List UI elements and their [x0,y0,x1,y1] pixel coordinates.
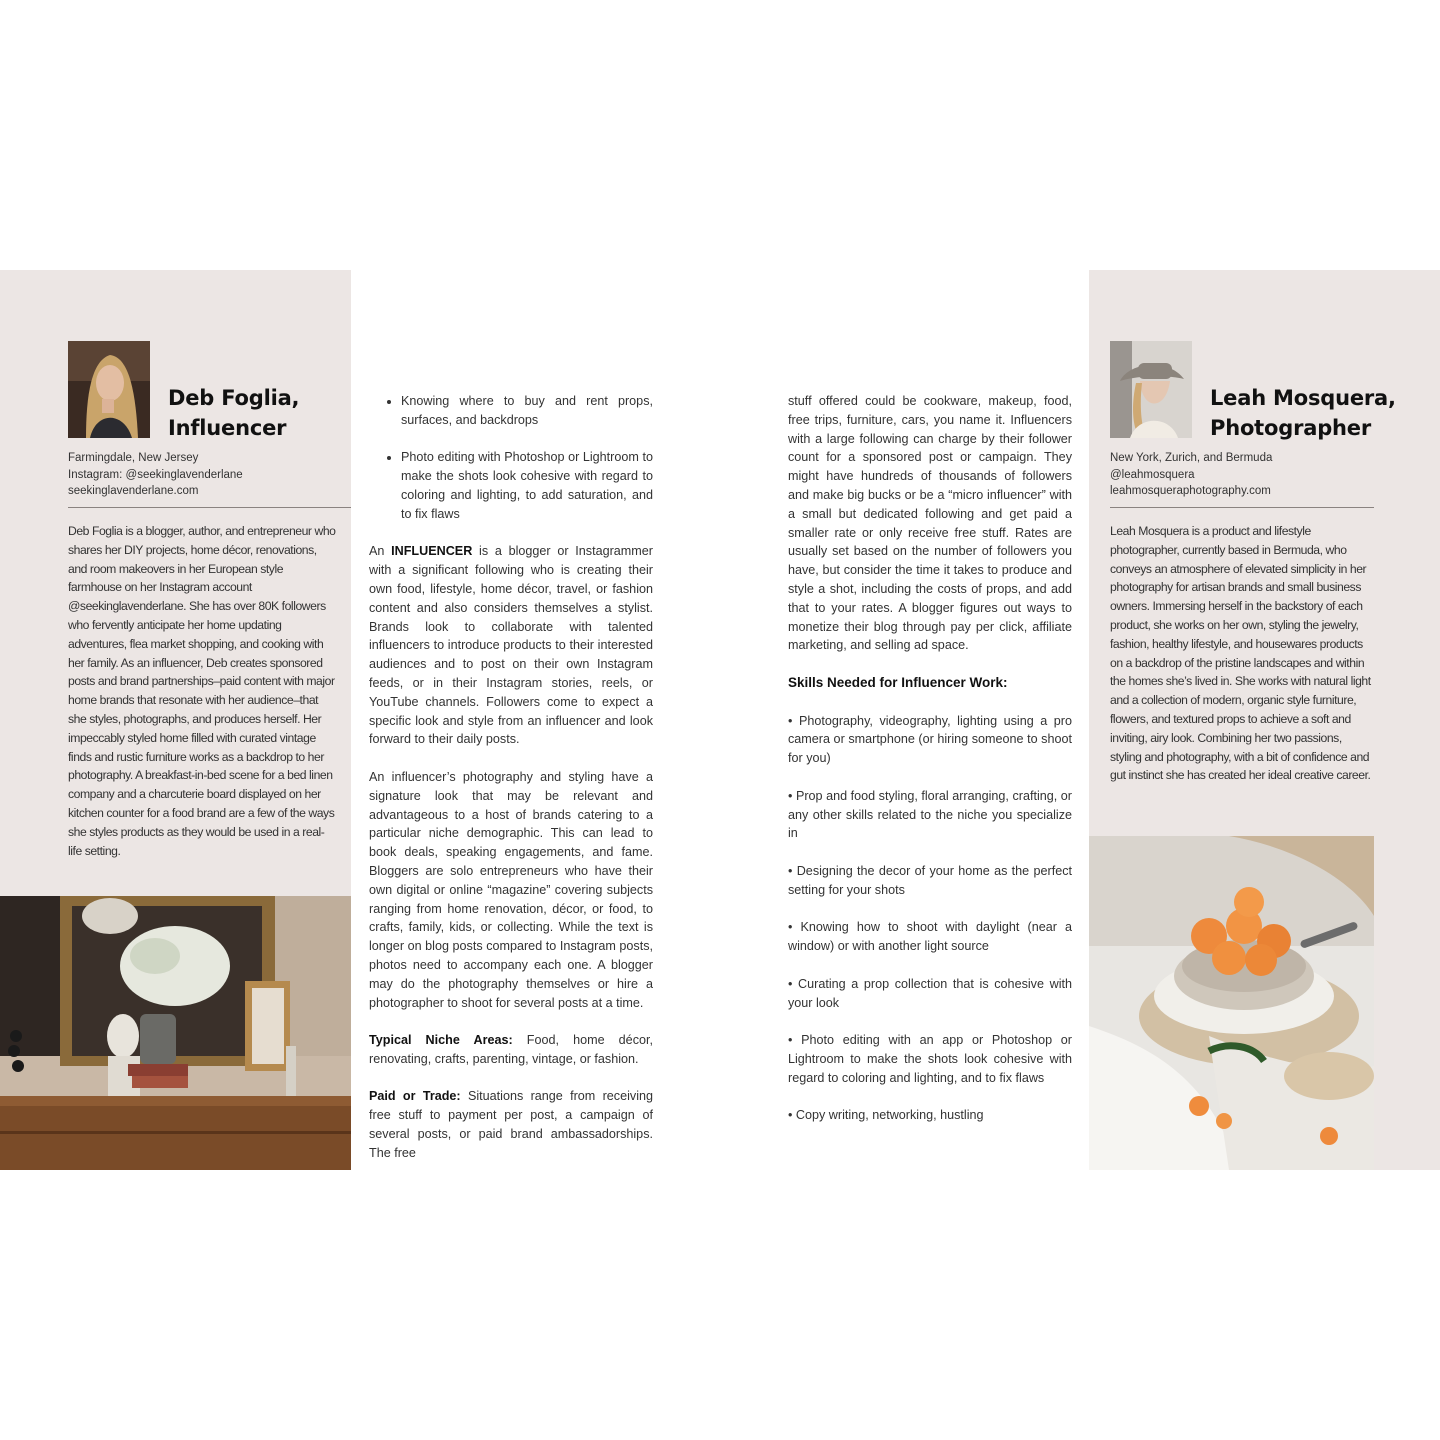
skills-heading: Skills Needed for Influencer Work: [788,674,1008,690]
oranges-bowl-photo [1089,836,1374,1170]
influencer-definition [369,542,653,749]
paid-paragraph [369,1087,653,1162]
leah-website[interactable]: leahmosqueraphotography.com [1110,485,1271,497]
niche-text: Food, home décor, renovating, crafts, parenting, vintage, or fashion. [369,1033,653,1066]
leah-name [1210,383,1396,443]
leah-instagram: @leahmosquera [1110,468,1195,481]
deb-foglia-portrait [68,341,150,438]
list-item: • Photo editing with an app or Photoshop or Lightroom to make the shots look cohesive with regard to coloring and lighting, and to fix flaws [788,1033,1072,1085]
column-two [369,392,653,1181]
leah-divider [1110,507,1374,508]
list-item: • Curating a prop collection that is cohesive with your look [788,976,1072,1010]
influencer-pre: An [369,544,392,559]
photography-paragraph: An influencer’s photography and styling have a signature look that may be relevant and advantageous to a host of brands catering to a particular niche demographic. This can lead to book deals, speaking engagements, and fame. Bloggers are solo entrepreneurs who have their own digital or online “magazine” covering subjects ranging from home renovation, décor, or food, to crafts, family, kids, or collecting. While the text is longer on blog posts compared to Instagram posts, photos need to accompany each one. A blogger may do the photography themselves or hire a photographer to shoot for several posts at a time. [369,769,653,1010]
paid-text: Situations range from receiving free stuff to payment per post, a campaign of several posts, or paid brand ambassadorships. The free [369,1089,653,1160]
list-item: • Knowing how to shoot with daylight (near a window) or with another light source [788,920,1072,954]
leah-bio: Leah Mosquera is a product and lifestyle photographer, currently based in Bermuda, who conveys an atmosphere of elevated simplicity in her photography for artisan brands and small business owners. Immersing herself in the backstory of each product, she works on her own, styling the jewelry, fashion, healthy lifestyle, and housewares products on a backdrop of the pristine landscapes and within the homes she’s lived in. She works with natural light and a collection of modern, organic style furniture, flowers, and textured props to achieve a soft and inviting, airy look. Combining her two passions, styling and photography, with a bit of confidence and gut instinct she has created her ideal creative career. [1110,524,1371,783]
list-item: • Knowing where to buy and rent props, surfaces, and backdrops [401,392,653,430]
deb-name-line2: Influencer [168,416,287,440]
niche-paragraph [369,1031,653,1069]
deb-bio: Deb Foglia is a blogger, author, and entrepreneur who shares her DIY projects, home décor, renovations, and room makeovers in her European style farmhouse on her Instagram account @seekinglavenderlane. She has over 80K followers who fervently anticipate her home updating adventures, flea market shopping, and cooking with her family. As an influencer, Deb creates sponsored posts and brand partnerships–paid content with major home brands that resonate with her audience–that she styles, photographs, and produces herself. Her impeccably styled home filled with curated vintage finds and rustic furniture works as a backdrop to her photography. A breakfast-in-bed scene for a bed linen company and a charcuterie board displayed on her kitchen counter for a food brand are a few of the ways she styles products as they would be used in a real-life setting. [68,524,336,858]
list-item: • Photography, videography, lighting using a pro camera or smartphone (or hiring someone to shoot for you) [788,713,1072,766]
niche-label: Typical Niche Areas: [369,1033,513,1048]
influencer-term: INFLUENCER [391,544,473,559]
leah-name-line1: Leah Mosquera, [1210,386,1396,410]
deb-divider [68,507,351,508]
leah-location: New York, Zurich, and Bermuda [1110,452,1273,464]
rates-paragraph: stuff offered could be cookware, makeup, food, free trips, furniture, cars, you name it. Influencers with a large following can charge by their follower count for a sponsored post or campaign. They might have hundreds of thousands of followers and make big bucks or be a “micro influencer” with a small but dedicated following and get paid a smaller rate or only receive free stuff. Rates are usually set based on the number of followers you have, but consider the time it takes to produce and style a shot, including the costs of props, and add that to your rates. A blogger figures out ways to monetize their blog through pay per click, affiliate marketing, and selling ad space. [788,394,1072,653]
deb-contact [68,450,243,500]
deb-location: Farmingdale, New Jersey [68,452,199,464]
deb-instagram: Instagram: @seekinglavenderlane [68,468,243,481]
deb-name-line1: Deb Foglia, [168,386,300,410]
list-item: • Designing the decor of your home as the perfect setting for your shots [788,863,1072,897]
deb-website[interactable]: seekinglavenderlane.com [68,485,199,497]
prop-skill-list [369,392,653,524]
vintage-sideboard-photo [0,896,351,1170]
column-three [788,392,1072,1144]
paid-label: Paid or Trade: [369,1089,461,1104]
list-item: • Photo editing with Photoshop or Lightroom to make the shots look cohesive with regard to coloring and lighting, to add saturation, and to fix flaws [401,448,653,523]
leah-name-line2: Photographer [1210,416,1371,440]
list-item: • Prop and food styling, floral arranging, crafting, or any other skills related to the niche you specialize in [788,788,1072,841]
list-item: • Copy writing, networking, hustling [788,1108,984,1123]
leah-contact [1110,450,1272,500]
leah-mosquera-portrait [1110,341,1192,438]
deb-name [168,383,299,443]
influencer-rest: is a blogger or Instagrammer with a significant following who is creating their own food, lifestyle, home décor, travel, or fashion content and also considers themselves a stylist. Brands look to collaborate with talented influencers to introduce products to their interested audiences and to post on their own Instagram feeds, or in their Instagram stories, reels, or YouTube channels. Followers come to expect a specific look and style from an influencer and look forward to their daily posts. [369,544,653,747]
